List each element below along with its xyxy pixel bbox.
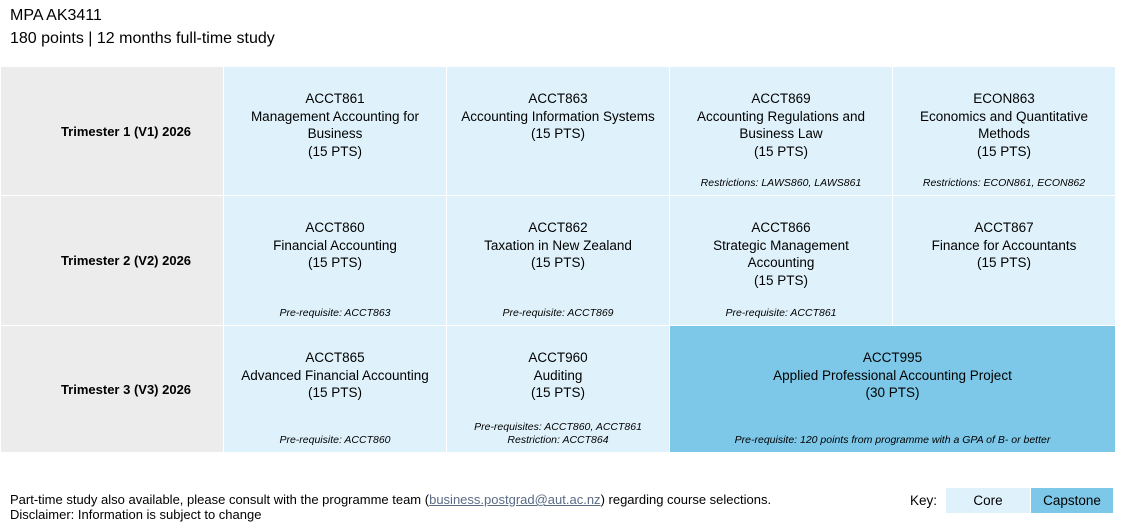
footer-notes [10, 492, 771, 522]
course-title: Finance for Accountants [931, 237, 1077, 253]
course-requirements [224, 307, 446, 320]
course-requirements [447, 307, 669, 320]
course-code: ACCT865 [305, 350, 365, 365]
course-code: ACCT995 [862, 350, 923, 365]
course-cell [447, 326, 669, 452]
programme-summary: 180 points | 12 months full-time study [10, 30, 275, 47]
course-title: Accounting Information Systems [461, 108, 655, 124]
course-title: Management Accounting for [250, 108, 420, 124]
course-code: ACCT861 [305, 91, 365, 106]
course-cell [224, 67, 446, 195]
part-time-note-text-end: ) regarding course selections. [600, 492, 772, 507]
capstone-course-cell [670, 326, 1115, 452]
course-cell [670, 67, 892, 195]
course-cell [447, 196, 669, 325]
requirement-note: Pre-requisite: ACCT861 [725, 307, 837, 319]
programme-structure-table [1, 67, 1113, 452]
part-time-note-text: Part-time study also available, please consult with the programme team ( [10, 492, 430, 507]
email-link[interactable]: business.postgrad@aut.ac.nz [429, 492, 601, 507]
course-requirements [670, 434, 1115, 447]
course-title: Business [307, 126, 363, 141]
course-code: ACCT866 [751, 220, 811, 235]
trimester-label: Trimester 3 (V3) 2026 [1, 326, 223, 452]
key-label: Key: [910, 493, 938, 508]
course-points: (15 PTS) [307, 385, 362, 400]
course-requirements [893, 177, 1115, 190]
course-code: ACCT862 [528, 220, 588, 235]
requirement-note: Restrictions: ECON861, ECON862 [922, 177, 1086, 189]
course-code: ACCT863 [528, 91, 588, 106]
part-time-note [10, 492, 771, 507]
course-code: ACCT869 [751, 91, 811, 106]
requirement-note: Pre-requisite: ACCT860 [279, 434, 391, 446]
course-points: (15 PTS) [753, 272, 808, 288]
trimester-label: Trimester 2 (V2) 2026 [1, 196, 223, 325]
course-cell [224, 196, 446, 325]
course-points: (15 PTS) [976, 143, 1031, 159]
course-requirements [224, 434, 446, 447]
course-title: Advanced Financial Accounting [241, 367, 429, 383]
course-title: Methods [978, 126, 1030, 141]
course-points: (15 PTS) [976, 255, 1031, 270]
course-points: (15 PTS) [307, 255, 362, 270]
course-points: (15 PTS) [530, 255, 585, 270]
course-cell [893, 196, 1115, 325]
course-code: ACCT867 [974, 220, 1034, 235]
requirement-note: Pre-requisites: ACCT860, ACCT861 [474, 421, 642, 433]
requirement-note: Pre-requisite: ACCT863 [279, 307, 391, 319]
requirement-note: Restriction: ACCT864 [507, 434, 609, 446]
course-title: Applied Professional Accounting Project [773, 367, 1012, 383]
course-cell [224, 326, 446, 452]
course-title: Taxation in New Zealand [484, 237, 632, 253]
requirement-note: Restrictions: LAWS860, LAWS861 [700, 177, 862, 189]
key-capstone-swatch: Capstone [1031, 488, 1113, 513]
course-code: ACCT960 [528, 350, 588, 365]
course-title: Accounting Regulations and [696, 108, 866, 124]
course-title: Economics and Quantitative [919, 108, 1089, 124]
course-requirements [447, 421, 669, 447]
programme-code: MPA AK3411 [10, 7, 102, 24]
course-title: Accounting [747, 255, 815, 270]
programme-header [10, 4, 275, 50]
course-points: (15 PTS) [530, 385, 585, 400]
requirement-note: Pre-requisite: 120 points from programme with a GPA of B- or better [734, 434, 1051, 446]
course-cell [893, 67, 1115, 195]
course-points: (15 PTS) [530, 126, 585, 141]
course-requirements [670, 177, 892, 190]
key-core-swatch: Core [946, 488, 1030, 513]
course-code: ACCT860 [305, 220, 365, 235]
course-cell [447, 67, 669, 195]
course-code: ECON863 [973, 91, 1035, 106]
course-title: Financial Accounting [273, 237, 397, 253]
course-title: Auditing [533, 367, 583, 383]
requirement-note: Pre-requisite: ACCT869 [502, 307, 614, 319]
legend-key [910, 488, 1113, 513]
course-points: (15 PTS) [753, 143, 808, 159]
course-title: Business Law [739, 126, 823, 141]
course-points: (15 PTS) [307, 143, 362, 159]
course-points: (30 PTS) [865, 385, 920, 400]
trimester-label: Trimester 1 (V1) 2026 [1, 67, 223, 195]
disclaimer: Disclaimer: Information is subject to change [10, 507, 262, 522]
course-title: Strategic Management [713, 237, 849, 253]
course-cell [670, 196, 892, 325]
course-requirements [670, 307, 892, 320]
